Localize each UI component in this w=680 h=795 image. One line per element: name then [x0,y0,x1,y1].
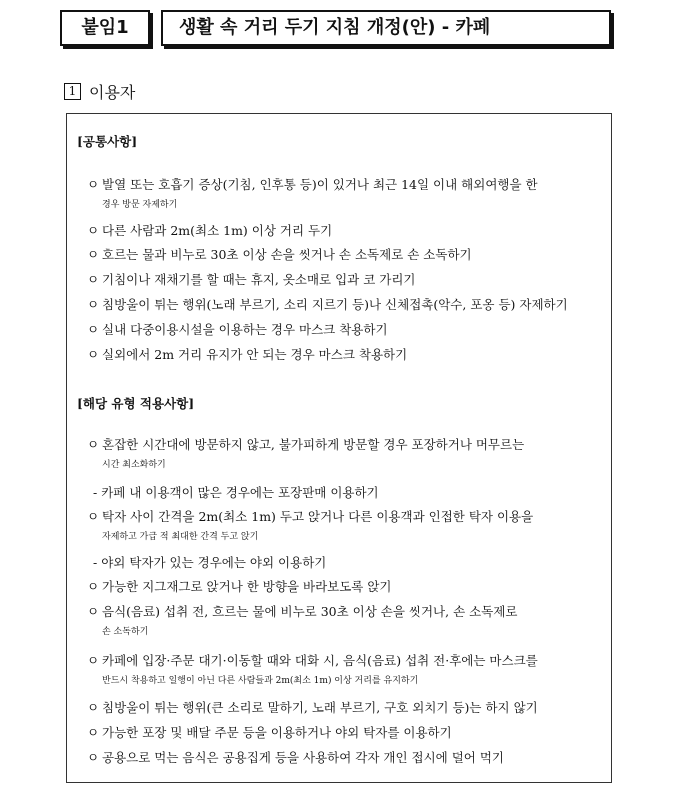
item-text-cont: 반드시 착용하고 일행이 아닌 다른 사람들과 2m(최소 1m) 이상 거리를 유지하기 [102,676,419,686]
list-item [87,576,607,597]
bullet: ㅇ [87,347,100,362]
list-item [87,269,607,290]
item-text: 기침이나 재채기를 할 때는 휴지, 옷소매로 입과 코 가리기 [102,272,416,287]
bullet: ㅇ [87,509,100,524]
list-item [87,722,607,743]
item-text: 카페에 입장·주문 대기·이동할 때와 대화 시, 음식(음료) 섭취 전·후에는 마스크를 [102,653,538,668]
common-group-title: [공통사항] [77,134,138,149]
document-title: 생활 속 거리 두기 지침 개정(안) - 카페 [161,10,611,46]
section-number-box: 1 [64,83,81,100]
list-item [87,220,607,241]
item-text: 다른 사람과 2m(최소 1m) 이상 거리 두기 [102,223,333,238]
bullet: ㅇ [87,700,100,715]
item-text-cont: 시간 최소화하기 [102,460,166,470]
item-text: 실외에서 2m 거리 유지가 안 되는 경우 마스크 착용하기 [102,347,408,362]
item-text: 가능한 포장 및 배달 주문 등을 이용하거나 야외 탁자를 이용하기 [102,725,452,740]
bullet: ㅇ [87,725,100,740]
bullet: ㅇ [87,579,100,594]
list-item [87,174,607,216]
bullet: ㅇ [87,177,100,192]
item-text: 탁자 사이 간격을 2m(최소 1m) 두고 앉거나 다른 이용객과 인접한 탁자 이용을 [102,509,534,524]
item-text: 공용으로 먹는 음식은 공용집게 등을 사용하여 각자 개인 접시에 덜어 먹기 [102,750,504,765]
list-item [87,294,607,315]
item-text-cont: 경우 방문 자제하기 [102,200,178,210]
bullet: ㅇ [87,272,100,287]
attachment-tag: 붙임1 [60,10,150,46]
bullet: ㅇ [87,223,100,238]
bullet: ㅇ [87,247,100,262]
list-item [87,319,607,340]
document-header [60,10,613,50]
bullet: ㅇ [87,437,100,452]
item-text: 침방울이 튀는 행위(노래 부르기, 소리 지르기 등)나 신체접촉(악수, 포옹 등) 자제하기 [102,297,568,312]
bullet: ㅇ [87,604,100,619]
sub-item: - 카페 내 이용객이 많은 경우에는 포장판매 이용하기 [93,485,379,500]
item-text: 음식(음료) 섭취 전, 흐르는 물에 비누로 30초 이상 손을 씻거나, 손 소독제로 [102,604,518,619]
list-item [87,650,607,692]
bullet: ㅇ [87,653,100,668]
item-text: 침방울이 튀는 행위(큰 소리로 말하기, 노래 부르기, 구호 외치기 등)는 하지 않기 [102,700,538,715]
list-item [87,697,607,718]
section-title: 이용자 [89,83,136,102]
bullet: ㅇ [87,297,100,312]
list-item [87,244,607,265]
list-item [87,747,607,768]
list-item [87,506,607,548]
bullet: ㅇ [87,750,100,765]
list-item [87,344,607,365]
item-text: 발열 또는 호흡기 증상(기침, 인후통 등)이 있거나 최근 14일 이내 해외여행을 한 [102,177,538,192]
guideline-box [66,113,612,783]
list-item [87,601,607,643]
sub-item: - 야외 탁자가 있는 경우에는 야외 이용하기 [93,555,327,570]
item-text: 실내 다중이용시설을 이용하는 경우 마스크 착용하기 [102,322,388,337]
list-item [87,434,607,476]
specific-group-title: [해당 유형 적용사항] [77,396,195,411]
item-text-cont: 자제하고 가급 적 최대한 간격 두고 앉기 [102,532,259,542]
section-heading [64,80,135,102]
item-text: 가능한 지그재그로 앉거나 한 방향을 바라보도록 앉기 [102,579,392,594]
item-text: 혼잡한 시간대에 방문하지 않고, 불가피하게 방문할 경우 포장하거나 머무르는 [102,437,525,452]
item-text: 호르는 물과 비누로 30초 이상 손을 씻거나 손 소독제로 손 소독하기 [102,247,472,262]
bullet: ㅇ [87,322,100,337]
item-text-cont: 손 소독하기 [102,627,149,637]
